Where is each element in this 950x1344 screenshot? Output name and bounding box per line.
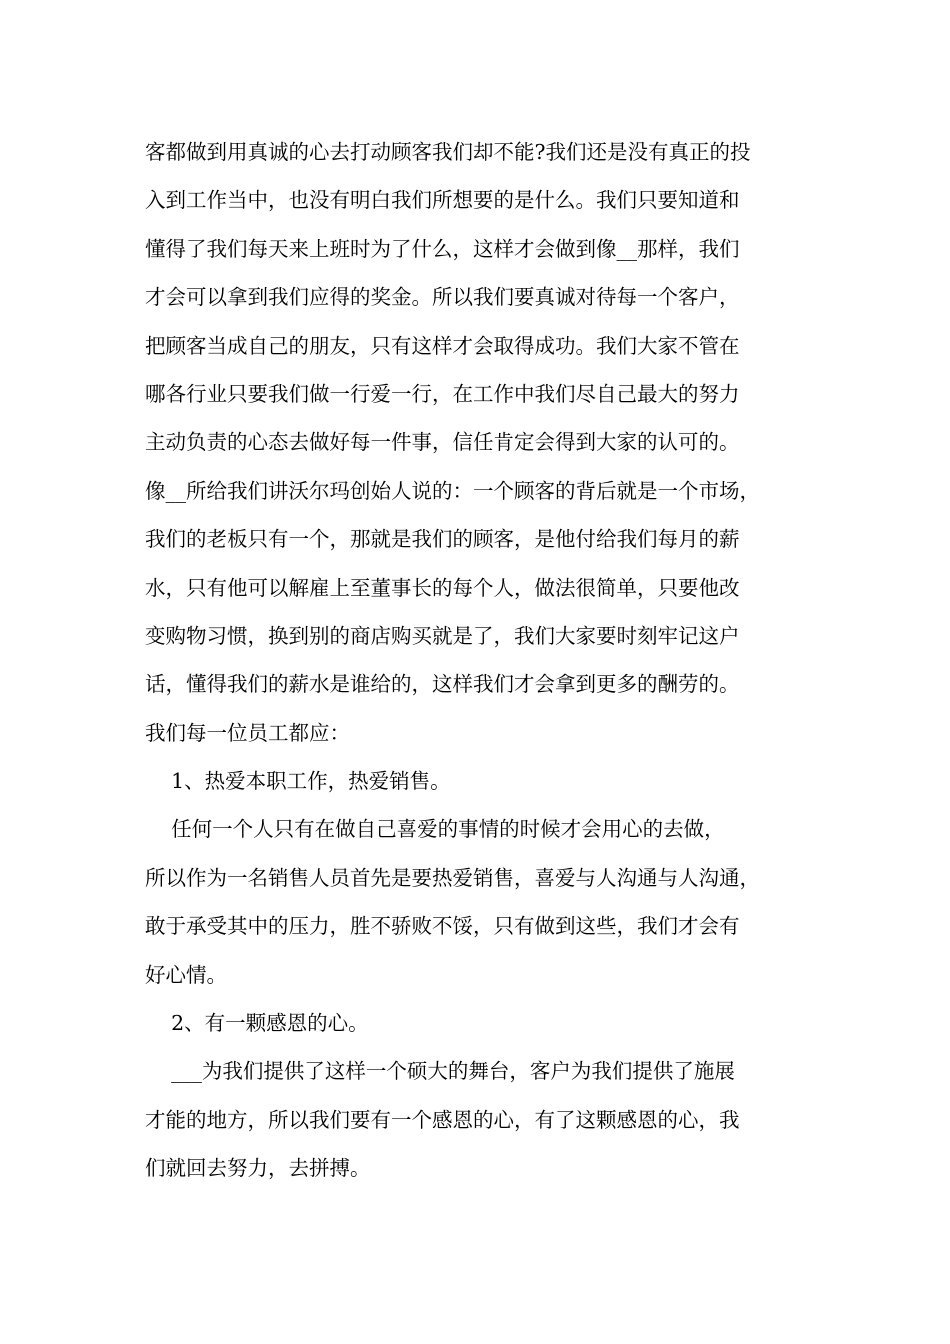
text-line-4: 才会可以拿到我们应得的奖金。所以我们要真诚对待每一个客户， (145, 285, 740, 310)
text-line-11: 变购物习惯，换到别的商店购买就是了，我们大家要时刻牢记这户 (145, 623, 740, 648)
list-heading-2: 2、有一颗感恩的心。 (145, 1011, 369, 1036)
text-line-13: 我们每一位员工都应： (145, 720, 350, 745)
text-line-12: 话，懂得我们的薪水是谁给的，这样我们才会拿到更多的酬劳的。 (145, 672, 740, 697)
text-line-20: ___为我们提供了这样一个硕大的舞台，客户为我们提供了施展 (145, 1059, 735, 1084)
text-line-18: 好心情。 (145, 962, 227, 987)
text-line-10: 水，只有他可以解雇上至董事长的每个人，做法很简单，只要他改 (145, 575, 740, 600)
text-line-5: 把顾客当成自己的朋友，只有这样才会取得成功。我们大家不管在 (145, 333, 740, 358)
text-line-8: 像__所给我们讲沃尔玛创始人说的：一个顾客的背后就是一个市场， (145, 478, 760, 503)
text-line-15: 任何一个人只有在做自己喜爱的事情的时候才会用心的去做， (145, 817, 725, 842)
text-line-3: 懂得了我们每天来上班时为了什么，这样才会做到像__那样，我们 (145, 236, 740, 261)
text-line-21: 才能的地方，所以我们要有一个感恩的心，有了这颗感恩的心，我 (145, 1107, 740, 1132)
list-heading-1: 1、热爱本职工作，热爱销售。 (145, 769, 451, 794)
text-line-9: 我们的老板只有一个，那就是我们的顾客，是他付给我们每月的薪 (145, 527, 740, 552)
text-line-2: 入到工作当中，也没有明白我们所想要的是什么。我们只要知道和 (145, 188, 740, 213)
text-line-6: 哪各行业只要我们做一行爱一行，在工作中我们尽自己最大的努力 (145, 381, 740, 406)
text-line-17: 敢于承受其中的压力，胜不骄败不馁，只有做到这些，我们才会有 (145, 914, 740, 939)
text-line-1: 客都做到用真诚的心去打动顾客我们却不能?我们还是没有真正的投 (145, 140, 751, 164)
document-body (145, 128, 825, 1193)
text-line-16: 所以作为一名销售人员首先是要热爱销售，喜爱与人沟通与人沟通， (145, 865, 760, 890)
text-line-7: 主动负责的心态去做好每一件事，信任肯定会得到大家的认可的。 (145, 430, 740, 455)
text-line-22: 们就回去努力，去拼搏。 (145, 1156, 371, 1181)
